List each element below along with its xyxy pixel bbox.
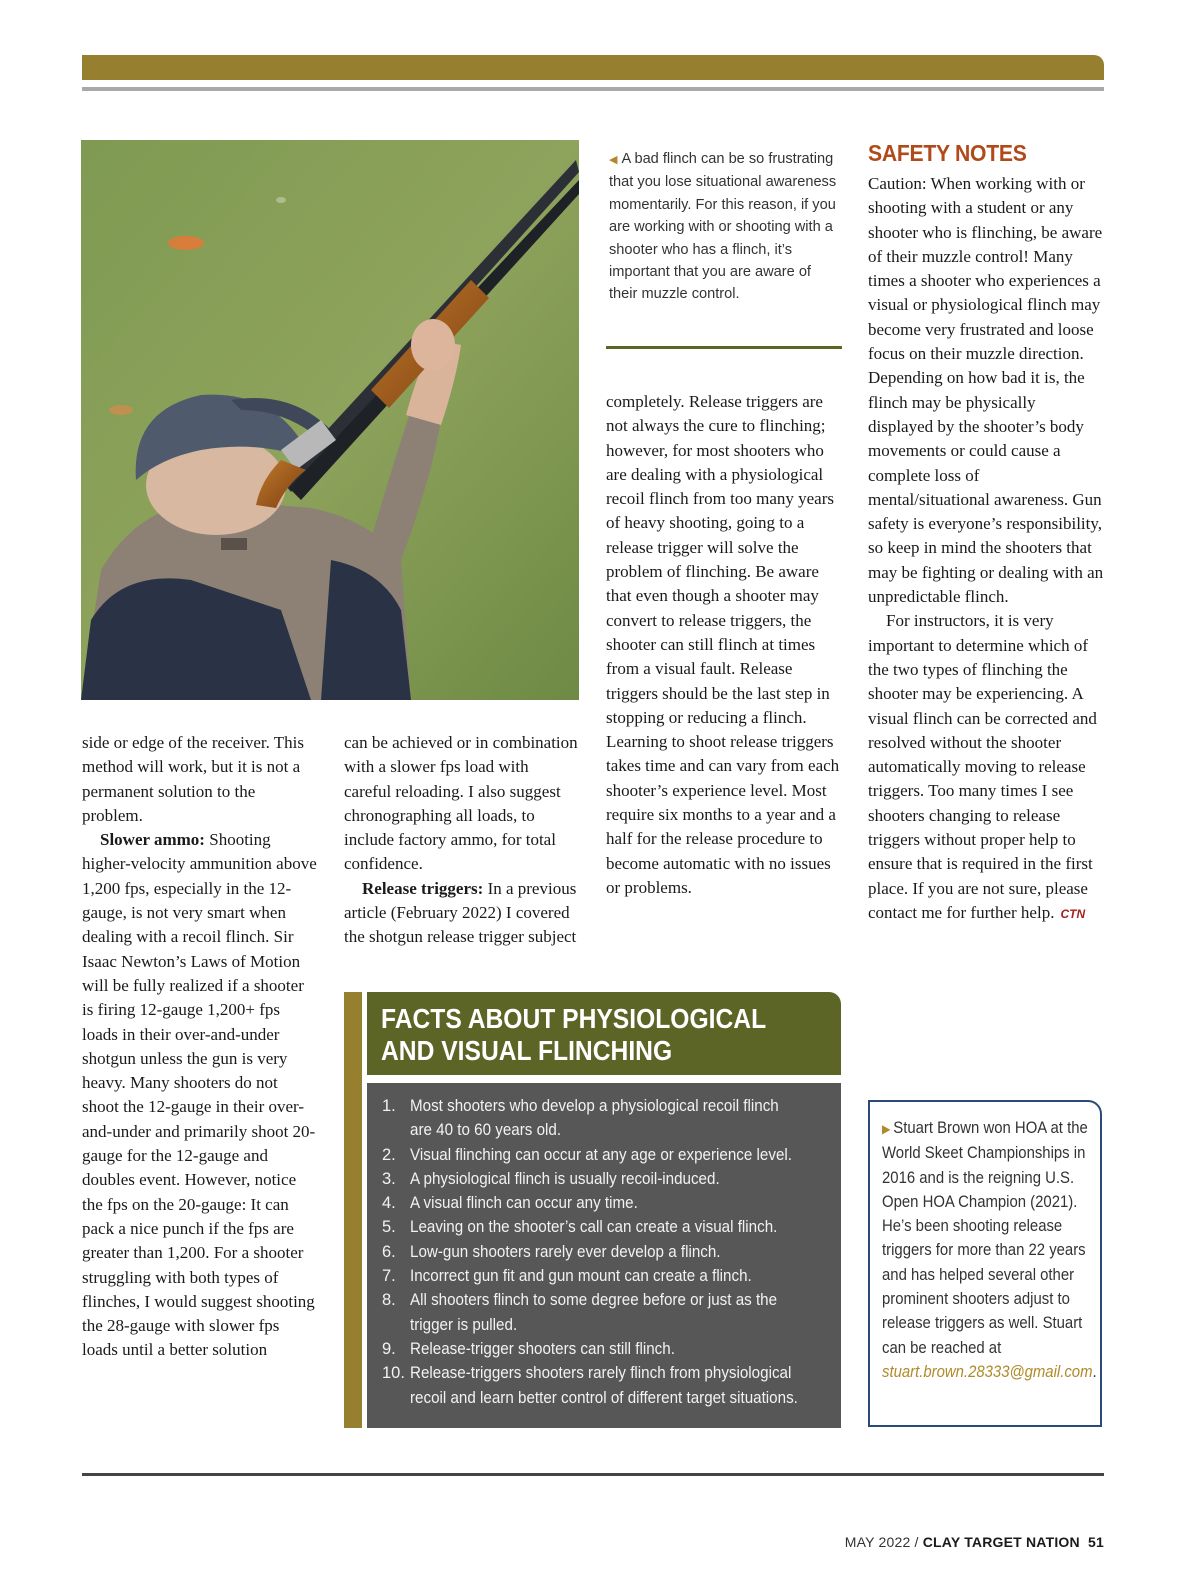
slower-ammo-heading: Slower ammo: — [100, 830, 205, 850]
header-bar — [82, 55, 1104, 80]
facts-item: 10. Release-triggers shooters rarely flinch from physiological recoil and learn better control of different target situations. — [382, 1364, 798, 1407]
ctn-end-mark: CTN — [1060, 906, 1086, 921]
header-rule — [82, 87, 1104, 91]
facts-item: 6. Low-gun shooters rarely ever develop a flinch. — [382, 1242, 721, 1261]
facts-item: 8. All shooters flinch to some degree before or just as the trigger is pulled. — [382, 1291, 778, 1334]
shooter-photo — [81, 140, 579, 700]
col2-paragraph-2: Release triggers: In a previous article (February 2022) I covered the shotgun release trigger subject — [344, 878, 577, 947]
facts-item: 1. Most shooters who develop a physiological recoil flinch are 40 to 60 years old. — [382, 1097, 779, 1140]
facts-item: 7. Incorrect gun fit and gun mount can create a flinch. — [382, 1267, 752, 1286]
facts-item: 3. A physiological flinch is usually recoil-induced. — [382, 1169, 720, 1188]
release-triggers-heading: Release triggers: — [362, 878, 484, 898]
facts-item: 9. Release-trigger shooters can still flinch. — [382, 1339, 675, 1358]
facts-item: 5. Leaving on the shooter’s call can create a visual flinch. — [382, 1218, 778, 1237]
safety-notes-title: SAFETY NOTES — [868, 140, 1027, 166]
article-column-3 — [606, 390, 846, 900]
col1-paragraph-2: Slower ammo: Shooting higher-velocity ammunition above 1,200 fps, especially in the 12-gauge, is not very smart when dealing with a recoil flinch. Sir Isaac Newton’s Laws of Motion will be fully realized if a shooter is firing 12-gauge 1,200+ fps loads in their over-and-under shotgun unless the gun is very heavy. Many shooters do not shoot the 12-gauge in their over-and-under and primarily shoot 20-gauge for the 12-gauge and doubles event. However, notice the fps on the 20-gauge: It can pack a nice punch if the fps are greater than 1,200. For a shooter struggling with both types of flinches, I would suggest shooting the 28-gauge with slower fps loads until a better solution — [82, 830, 317, 1360]
magazine-name: CLAY TARGET NATION — [922, 1534, 1080, 1550]
facts-accent-bar — [344, 992, 362, 1428]
page-footer: MAY 2022 / CLAY TARGET NATION 51 — [844, 1534, 1104, 1550]
facts-item: 4. A visual flinch can occur any time. — [382, 1194, 638, 1213]
facts-item: 2. Visual flinching can occur at any age or experience level. — [382, 1145, 792, 1164]
author-email-link[interactable]: stuart.brown.28333@gmail.com — [882, 1362, 1093, 1381]
col1-paragraph-1: side or edge of the receiver. This method will work, but it is not a permanent solution to the problem. — [82, 733, 305, 825]
author-bio-text: ▶ Stuart Brown won HOA at the World Skeet Championships in 2016 and is the reigning U.S. Open HOA Champion (2021). He’s been shooting release triggers for more than 22 years and has helped several other prominent shooters adjust to release triggers as well. Stuart can be reached at stuart.brown.28333@gmail.com. — [882, 1119, 1097, 1381]
page-number: 51 — [1088, 1534, 1104, 1550]
article-column-2 — [344, 731, 580, 950]
facts-list — [382, 1094, 832, 1410]
triangle-right-icon: ▶ — [882, 1122, 891, 1136]
triangle-left-icon: ◀ — [609, 154, 618, 166]
facts-title: FACTS ABOUT PHYSIOLOGICAL AND VISUAL FLINCHING — [381, 1003, 767, 1066]
safety-paragraph-1: Caution: When working with or shooting with a student or any shooter who is flinching, be aware of their muzzle control! Many times a shooter who experiences a visual or physiological flinch may become very frustrated and loose focus on their muzzle direction. Depending on how bad it is, the flinch may be physically displayed by the shooter’s body movements or could cause a complete loss of mental/situational awareness. Gun safety is everyone’s responsibility, so keep in mind the shooters that may be fighting or dealing with an unpredictable flinch. — [868, 174, 1104, 607]
caption-rule — [606, 346, 842, 349]
photo-caption: ◀ A bad flinch can be so frustrating that you lose situational awareness momentarily. For this reason, if you are working with or shooting with a shooter who has a flinch, it’s important that you are aware of their muzzle control. — [609, 151, 837, 303]
article-column-1 — [82, 731, 318, 1363]
safety-notes-body — [868, 172, 1104, 926]
col2-paragraph-1: can be achieved or in combination with a slower fps load with careful reloading. I also suggest chronographing all loads, to include factory ammo, for total confidence. — [344, 733, 578, 874]
safety-paragraph-2: For instructors, it is very important to determine which of the two types of flinching the shooter may be experiencing. A visual flinch can be corrected and resolved without the shooter automatically moving to release triggers. Too many times I see shooters changing to release triggers without proper help to ensure that is required in the first place. If you are not sure, please contact me for further help. CTN — [868, 611, 1097, 922]
footer-rule — [82, 1473, 1104, 1476]
col3-paragraph-1: completely. Release triggers are not always the cure to flinching; however, for most shooters who are dealing with a physiological recoil flinch from too many years of heavy shooting, going to a release trigger will solve the problem of flinching. Be aware that even though a shooter may convert to release triggers, the shooter can still flinch at times from a visual fault. Release triggers should be the last step in stopping or reducing a flinch. Learning to shoot release triggers takes time and can vary from each shooter’s experience level. Most require six months to a year and a half for the release procedure to become automatic with no issues or problems. — [606, 392, 840, 897]
